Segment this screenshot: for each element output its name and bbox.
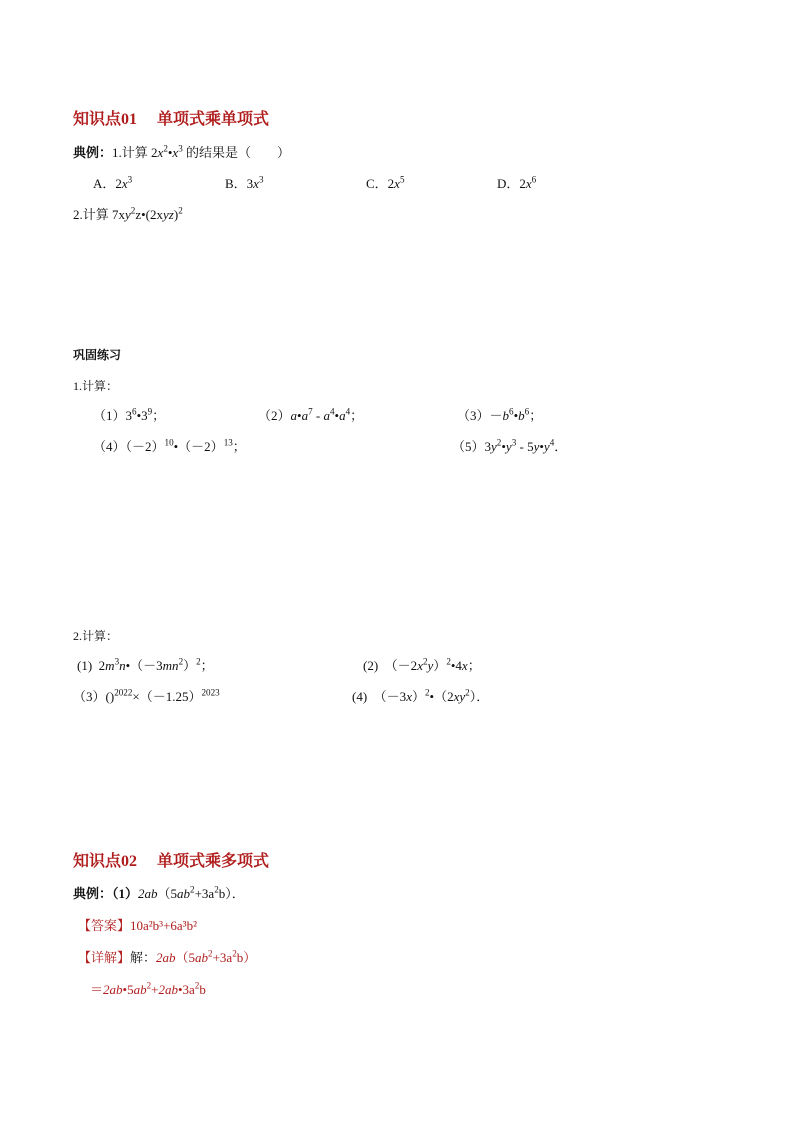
- practice-q1-label: 1.计算：: [73, 379, 119, 393]
- detail-step-1: $=2ab•5ab^2+2ab•3a^2b$: [90, 980, 206, 997]
- detail-line: 【详解】解：$2ab(5ab^2+3a^2b)$: [78, 948, 257, 965]
- expression: $7xy^2z•(2xyz)^2$: [112, 205, 183, 222]
- section-heading-1: [73, 106, 269, 129]
- practice-q2-item-4: (4) $(-3x)^2•(2xy^2)$．: [352, 687, 490, 704]
- example-label: 典例：: [73, 145, 113, 160]
- option-d: D．$2x^6$: [497, 174, 537, 191]
- section-number: 知识点02: [73, 853, 138, 870]
- option-b: B．$3x^3$: [225, 174, 264, 191]
- example-question: 典例：$(1)2ab(5ab^2+3a^2b)$．: [73, 884, 245, 901]
- section-heading-2: [73, 848, 269, 871]
- example-label: 典例：: [73, 886, 113, 901]
- practice-title: 巩固练习: [73, 348, 122, 362]
- option-a: A．$2x^3$: [93, 174, 133, 191]
- practice-q2-item-3: $(3)()^{2022}\times(-1.25)^{2023}$: [73, 687, 220, 704]
- answer-label: 【答案】: [78, 918, 131, 933]
- expression: $2ab(5ab^2+3a^2b)$．: [138, 884, 245, 901]
- expression: $2ab(5ab^2+3a^2b)$: [156, 948, 257, 965]
- section-number: 知识点01: [73, 111, 138, 128]
- example-question-2: 2.计算 $7xy^2z•(2xyz)^2$: [73, 205, 183, 222]
- practice-q1-item-2: $(2)a•a^7$ - $a^4•a^4$；: [258, 406, 364, 423]
- practice-q2-label: 2.计算：: [73, 629, 119, 643]
- example-question-1: 典例：1.计算 $2x^2•x^3$ 的结果是（ ）: [73, 143, 291, 160]
- practice-q1-item-4: $(4)(-2)^{10}•(-2)^{13}$；: [93, 437, 246, 454]
- section-title: 单项式乘单项式: [157, 111, 270, 128]
- answer-value: 10a²b³+6a³b²: [130, 918, 197, 933]
- practice-q1-item-1: $(1)3^6•3^9$；: [93, 406, 166, 423]
- practice-q2-item-1: (1) $2m^3n•(-3mn^2)^2$；: [77, 656, 214, 673]
- section-title: 单项式乘多项式: [157, 853, 270, 870]
- practice-q1-item-3: $(3)-b^6•b^6$；: [457, 406, 543, 423]
- answer-line: [78, 918, 197, 934]
- practice-q2-item-2: (2) $(-2x^2y)^2•4x$；: [363, 656, 481, 673]
- detail-label: 【详解】: [78, 950, 131, 965]
- practice-q1-item-5: $(5)3y^2•y^3$ - $5y•y^4$．: [452, 437, 568, 454]
- expression: $2x^2•x^3$: [151, 143, 183, 160]
- option-c: C．$2x^5$: [366, 174, 405, 191]
